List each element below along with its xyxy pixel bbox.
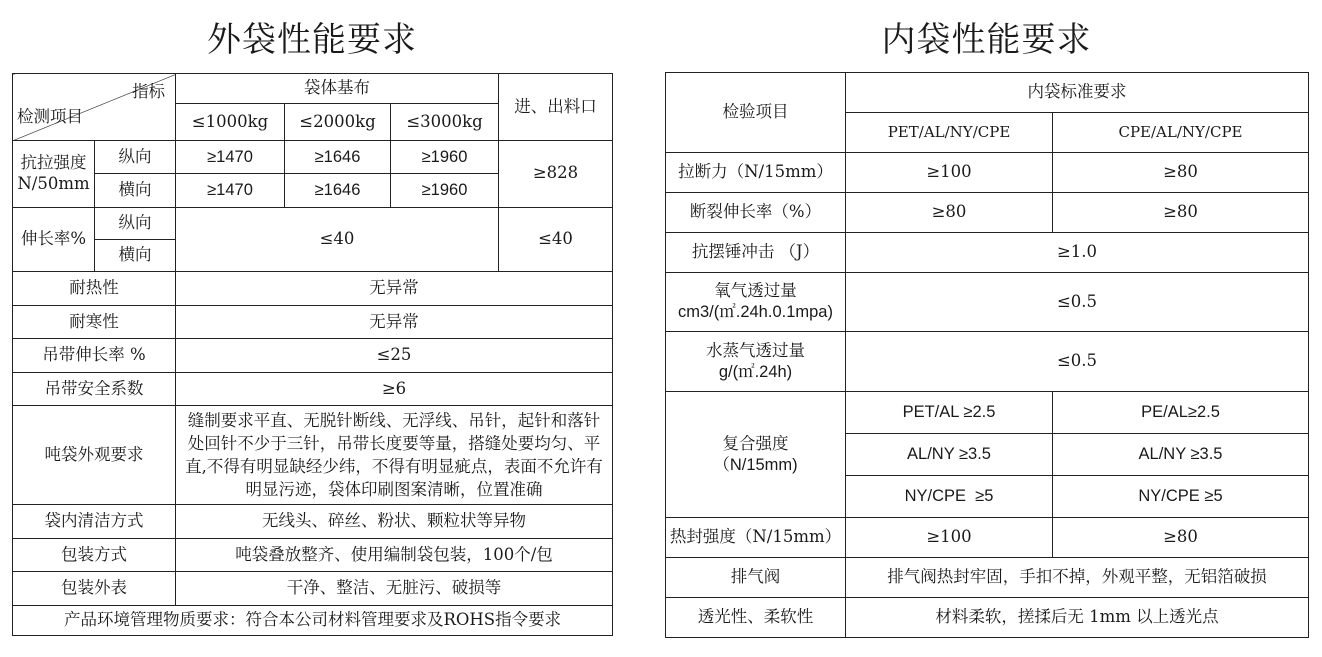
composite-label-line2: （N/15mm) bbox=[713, 455, 798, 474]
vapor-label-line2: g/(㎡.24h) bbox=[718, 362, 793, 381]
tensile-port-value: ≥828 bbox=[499, 140, 613, 207]
inner-col2-header: CPE/AL/NY/CPE bbox=[1053, 113, 1309, 153]
vapor-permeability-label bbox=[666, 332, 846, 392]
cleaning-label: 袋内清洁方式 bbox=[13, 505, 176, 538]
transparency-value: 材料柔软，搓揉后无 1mm 以上透光点 bbox=[846, 598, 1309, 638]
tensile-transverse-label: 横向 bbox=[95, 174, 176, 207]
tensile-trans-2000: ≥1646 bbox=[285, 174, 391, 207]
inner-col1-header: PET/AL/NY/CPE bbox=[846, 113, 1053, 153]
composite-r2-v1: AL/NY ≥3.5 bbox=[846, 434, 1053, 476]
elongation-port-value: ≤40 bbox=[499, 207, 613, 272]
outer-bag-title: 外袋性能要求 bbox=[207, 20, 417, 60]
capacity-1000-header: ≤1000kg bbox=[176, 104, 285, 140]
sling-elongation-label: 吊带伸长率 % bbox=[13, 339, 176, 372]
inner-test-item-header: 检验项目 bbox=[666, 73, 846, 153]
elongation-value: ≤40 bbox=[176, 207, 499, 272]
tensile-long-1000: ≥1470 bbox=[176, 140, 285, 173]
exhaust-valve-label: 排气阀 bbox=[666, 558, 846, 598]
tensile-longitudinal-label: 纵向 bbox=[95, 140, 176, 173]
elongation-label: 伸长率% bbox=[13, 207, 95, 272]
tensile-long-3000: ≥1960 bbox=[391, 140, 499, 173]
break-elongation-label: 断裂伸长率（%） bbox=[666, 193, 846, 233]
indicator-label: 指标 bbox=[132, 82, 165, 101]
oxygen-permeability-label bbox=[666, 273, 846, 332]
packing-method-label: 包装方式 bbox=[13, 538, 176, 571]
break-elongation-v1: ≥80 bbox=[846, 193, 1053, 233]
composite-strength-label bbox=[666, 392, 846, 518]
composite-r1-v2: PE/AL≥2.5 bbox=[1053, 392, 1309, 434]
environment-requirement: 产品环境管理物质要求：符合本公司材料管理要求及ROHS指令要求 bbox=[13, 605, 613, 636]
sling-elongation-value: ≤25 bbox=[176, 339, 613, 372]
tensile-trans-1000: ≥1470 bbox=[176, 174, 285, 207]
breaking-force-v2: ≥80 bbox=[1053, 153, 1309, 193]
packing-appearance-value: 干净、整洁、无脏污、破损等 bbox=[176, 572, 613, 605]
tensile-trans-3000: ≥1960 bbox=[391, 174, 499, 207]
inner-bag-table bbox=[665, 72, 1309, 638]
heat-resistance-value: 无异常 bbox=[176, 272, 613, 305]
transparency-label: 透光性、柔软性 bbox=[666, 598, 846, 638]
tensile-long-2000: ≥1646 bbox=[285, 140, 391, 173]
heat-resistance-label: 耐热性 bbox=[13, 272, 176, 305]
elongation-transverse-label: 横向 bbox=[95, 240, 176, 272]
base-fabric-header: 袋体基布 bbox=[176, 74, 499, 104]
cold-resistance-label: 耐寒性 bbox=[13, 305, 176, 338]
oxygen-label-line1: 氧气透过量 bbox=[714, 281, 797, 301]
sling-safety-factor-value: ≥6 bbox=[176, 372, 613, 405]
packing-method-value: 吨袋叠放整齐、使用编制袋包装，100个/包 bbox=[176, 538, 613, 571]
inlet-outlet-header: 进、出料口 bbox=[499, 74, 613, 141]
sling-safety-factor-label: 吊带安全系数 bbox=[13, 372, 176, 405]
capacity-2000-header: ≤2000kg bbox=[285, 104, 391, 140]
inner-bag-title: 内袋性能要求 bbox=[881, 20, 1092, 60]
elongation-longitudinal-label: 纵向 bbox=[95, 207, 176, 239]
heat-seal-v2: ≥80 bbox=[1053, 518, 1309, 558]
exhaust-valve-value: 排气阀热封牢固，手扣不掉，外观平整，无铝箔破损 bbox=[846, 558, 1309, 598]
outer-bag-table bbox=[12, 73, 613, 636]
header-diagonal-cell bbox=[13, 74, 176, 141]
breaking-force-v1: ≥100 bbox=[846, 153, 1053, 193]
packing-appearance-label: 包装外表 bbox=[13, 572, 176, 605]
oxygen-permeability-value: ≤0.5 bbox=[846, 273, 1309, 332]
composite-r2-v2: AL/NY ≥3.5 bbox=[1053, 434, 1309, 476]
appearance-value: 缝制要求平直、无脱针断线、无浮线、吊针，起针和落针处回针不少于三针，吊带长度要等量，搭缝处要均匀、平直,不得有明显缺经少纬，不得有明显疵点，表面不允许有明显污迹，袋体印刷图案清晰，位置准确 bbox=[176, 406, 613, 505]
oxygen-label-line2: cm3/(㎡.24h.0.1mpa) bbox=[678, 303, 833, 321]
break-elongation-v2: ≥80 bbox=[1053, 193, 1309, 233]
appearance-label: 吨袋外观要求 bbox=[13, 406, 176, 505]
inner-standard-header: 内袋标准要求 bbox=[846, 73, 1309, 113]
breaking-force-label: 拉断力（N/15mm） bbox=[666, 153, 846, 193]
composite-r1-v1: PET/AL ≥2.5 bbox=[846, 392, 1053, 434]
vapor-permeability-value: ≤0.5 bbox=[846, 332, 1309, 392]
composite-label-line1: 复合强度 bbox=[722, 433, 789, 453]
capacity-3000-header: ≤3000kg bbox=[391, 104, 499, 140]
composite-r3-v1: NY/CPE ≥5 bbox=[846, 476, 1053, 518]
test-item-label: 检测项目 bbox=[17, 107, 83, 127]
composite-r3-v2: NY/CPE ≥5 bbox=[1053, 476, 1309, 518]
heat-seal-v1: ≥100 bbox=[846, 518, 1053, 558]
cleaning-value: 无线头、碎丝、粉状、颗粒状等异物 bbox=[176, 505, 613, 538]
heat-seal-label: 热封强度（N/15mm） bbox=[666, 518, 846, 558]
cold-resistance-value: 无异常 bbox=[176, 305, 613, 338]
pendulum-impact-value: ≥1.0 bbox=[846, 233, 1309, 273]
vapor-label-line1: 水蒸气透过量 bbox=[706, 340, 805, 360]
tensile-strength-label: 抗拉强度N/50mm bbox=[13, 140, 95, 207]
pendulum-impact-label: 抗摆锤冲击 （J） bbox=[666, 233, 846, 273]
